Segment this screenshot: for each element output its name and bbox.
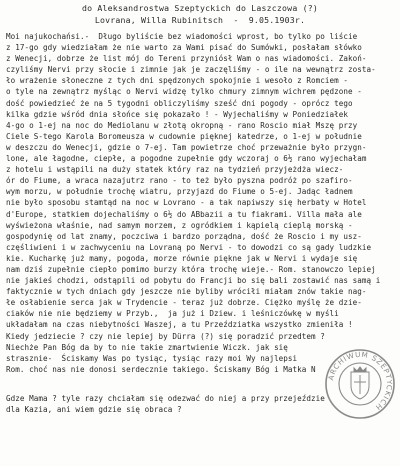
letter-line: z hotelu i wstąpili na duży statek który raz na tydzień przyjeżdża wiecz- xyxy=(6,165,344,175)
letter-line: wym morzu, w południe trochę wiatru, przyjazd do Fiume o 5-ej. Jadąc ładnem xyxy=(6,187,353,197)
letter-line: gospodynię od lat znamy, poczciwa i bardzo porządna, dość że Roscio i my usz- xyxy=(6,231,362,241)
letter-line: kilka gdzie wśród dnia słońce się pokazało ! - Wyjechaliśmy w Poniedziałek xyxy=(6,109,349,119)
letter-line: Niechże Pan Bóg da by to nie takie zmartwienie Wiczk. jak się xyxy=(6,342,288,352)
letter-line: ło wrażenie słoneczne z tych dni spędzonych spokojnie i wesoło z Romciem - xyxy=(6,76,349,86)
letter-line: dość powiedzieć że na 5 tygodni obliczyliśmy sześć dni pogody - oprócz tego xyxy=(6,98,353,108)
letter-header-place-date: Lovrana, Willa Rubinitsch - 9.05.1903r. xyxy=(94,15,306,25)
letter-line: wyświeżona właśnie, nad samym morzem, z ogródkiem i kąpielą cieplą morską - xyxy=(6,220,353,230)
letter-line: układałam na czas niebytności Waszej, a tu Przeździatka wszystko zmieniła ! xyxy=(6,320,353,330)
letter-line: Moi najukochańsi.- Długo byliście bez wiadomości wprost, bo tylko po liście xyxy=(6,32,358,41)
letter-line: Rom. choć nas nie donosi serdecznie takiego. Ściskamy Bóg i Matka N xyxy=(6,364,316,374)
archive-seal-stamp xyxy=(324,348,396,420)
stamp-ring-text: ARCHIWUM SZEPTYCKICH xyxy=(326,349,395,413)
letter-line: lone, ale łagodne, ciepłe, a pogodne zupełnie gdy wczoraj o 6½ rano wyjechałam xyxy=(6,154,367,164)
letter-line: łe osłabienie serca jak w Trydencie - teraz już dobrze. Ciężko myślę że dzie- xyxy=(6,298,362,308)
letter-line: o tyle na zewnątrz myśląc o Nervi widzę tylko chmury zimnym wichrem pędzone - xyxy=(6,87,362,97)
letter-line: d'Europe, statkiem dojechaliśmy o 6½ do ABbazii a tu fiakrami. Villa mała ale xyxy=(6,209,362,219)
letter-line: ciaków nie nie będziemy w Przyb., ja już i Dziew. i leśniczówkę w myśli xyxy=(6,309,339,319)
letter-line: Kiedy jedziecie ? czy nie lepiej by Dürra (?) się poradzić przedtem ? xyxy=(6,331,325,341)
letter-line: faktycznie w tych dniach gdy jeszcze nie byliby wróciłi miałam znów takie nag- xyxy=(6,287,367,297)
letter-line: nam dziś zupełnie ciepło pomimo burzy która trochę wieje.- Rom. stanowczo lepiej xyxy=(6,264,376,274)
letter-line: kie. Kucharkę już mamy, pogoda, morze równie piękne jak w Nervi i wydaje się xyxy=(6,253,358,263)
letter-line: nie jakieś chodzi, odstąpili od pobytu do Francji bo się bali zostawić nas samą i xyxy=(6,276,381,286)
letter-line: w deszczu do Wenecji, gdzie o 7-ej. Tam powietrze choć przeważnie było przygn- xyxy=(6,142,367,152)
closing-line: Gdze Mama ? tyle razy chciałam się odezwać do niej a przy przejeździe xyxy=(6,393,325,403)
letter-line: Ciele S-tego Karola Boromeusza w cudownie pięknej katedrze, o 1-ej w południe xyxy=(6,131,362,141)
letter-line: ór do Fiume, a wraca nazajutrz rano - to też było pyszna podróż po szafiro- xyxy=(6,176,353,186)
letter-line: częśliwieni i w zachwyceniu na Lovraną po Nervi - to dowodzi co są gady ludzkie xyxy=(6,242,372,252)
letter-line: strasznie- Ściskamy Was po tysiąc, tysiąc razy moi Wy najlepsi xyxy=(6,353,298,363)
letter-header-recipient: do Aleksandrostwa Szeptyckich do Laszczowa (?) xyxy=(82,3,318,13)
letter-line: czyliśmy Nervi przy słocie i zimnie jak je zaczęliśmy - o ile na wewnątrz zosta- xyxy=(6,65,376,75)
letter-line: nie było sposobu stamtąd na noc w Lovrano - a tak napiwszy się herbaty w Hotel xyxy=(6,198,367,208)
letter-line: z Wenecji, dobrze że list mój do Tereni przyniósł Wam o nas wiadomości. Zakoń- xyxy=(6,54,367,64)
letter-line: z 17-go gdy wiedziałam że nie warto za Wami pisać do Sumówki, posłałam słówko xyxy=(6,43,362,53)
closing-line: dla Kazia, ani wiem gdzie się obraca ? xyxy=(6,405,182,414)
letter-line: 4-go o 1-ej na noc do Mediolanu w złotą okropną - rano Roscio miał Mszę przy xyxy=(6,120,358,130)
